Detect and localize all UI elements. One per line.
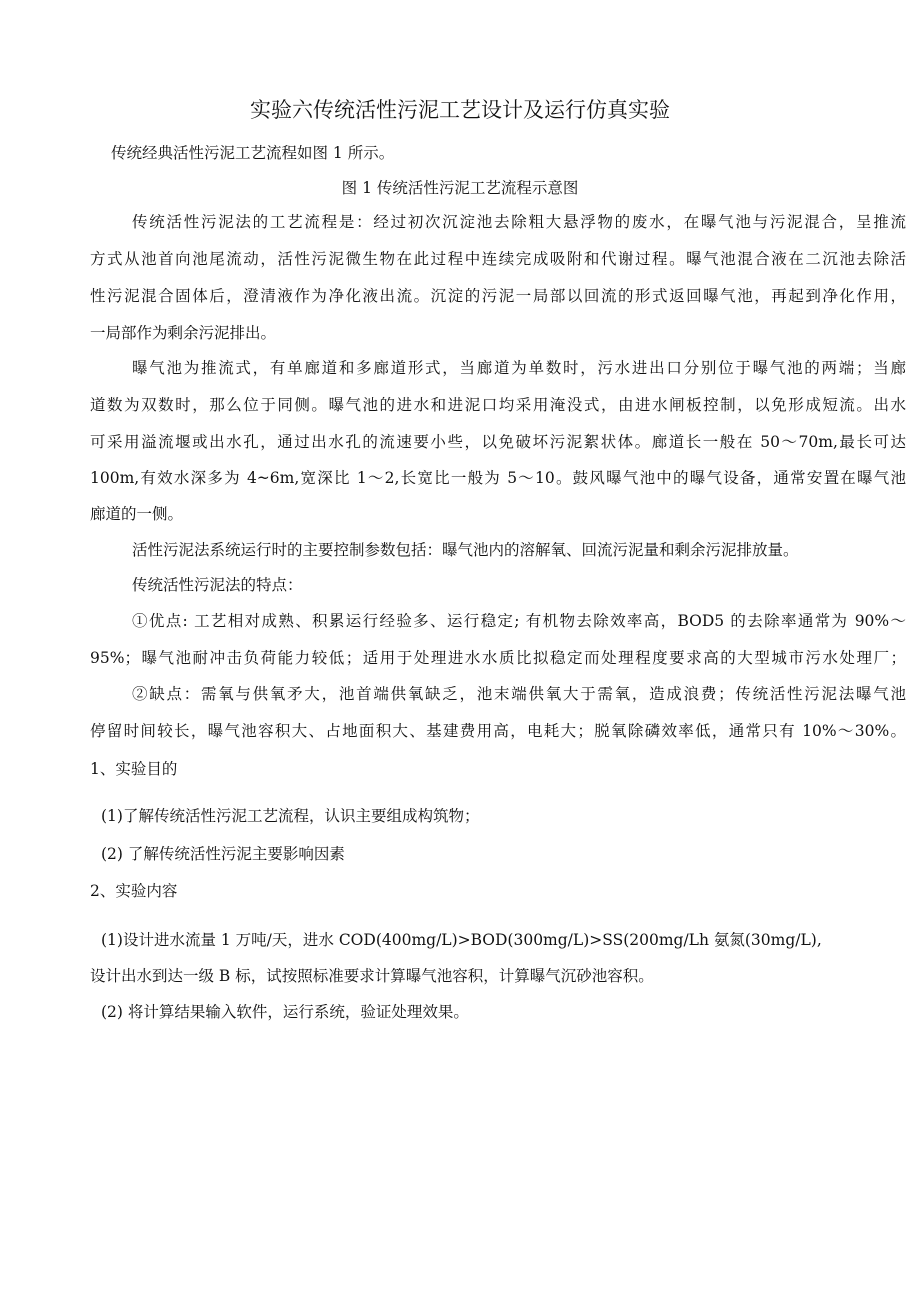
disadvantages-line-2: 停留时间较长，曝气池容积大、占地面积大、基建费用高，电耗大；脱氧除磷效率低，通常只有 10%～30%。 [90,722,906,740]
paragraph-2-line-1: 曝气池为推流式，有单廊道和多廊道形式，当廊道为单数时，污水进出口分别位于曝气池的两端；当廊 [132,359,906,377]
section-2-item-1-continued: 设计出水到达一级 B 标，试按照标准要求计算曝气池容积，计算曝气沉砂池容积。 [90,967,654,985]
paragraph-2-line-4: 100m,有效水深多为 4~6m,宽深比 1～2,长宽比一般为 5～10。鼓风曝气池中的曝气设备，通常安置在曝气池 [90,469,906,487]
advantages-line-1: ①优点: 工艺相对成熟、积累运行经验多、运行稳定; 有机物去除效率高，BOD5 的去除率通常为 90%～ [132,612,906,630]
section-2-item-2: (2) 将计算结果输入软件，运行系统，验证处理效果。 [101,1003,469,1021]
section-1-heading: 1、实验目的 [90,760,178,778]
paragraph-2-line-5: 廊道的一侧。 [90,505,184,523]
features-heading: 传统活性污泥法的特点： [132,576,303,594]
advantages-line-2: 95%；曝气池耐冲击负荷能力较低；适用于处理进水水质比拟稳定而处理程度要求高的大型城市污水处理厂； [90,649,906,667]
paragraph-3: 活性污泥法系统运行时的主要控制参数包括：曝气池内的溶解氧、回流污泥量和剩余污泥排放量。 [132,541,799,559]
section-2-heading: 2、实验内容 [90,882,178,900]
paragraph-1-line-1: 传统活性污泥法的工艺流程是：经过初次沉淀池去除粗大悬浮物的废水，在曝气池与污泥混合，呈推流 [132,213,906,231]
paragraph-1-line-4: 一局部作为剩余污泥排出。 [90,324,277,342]
section-1-item-1: (1)了解传统活性污泥工艺流程，认识主要组成构筑物； [101,807,480,825]
paragraph-2-line-2: 道数为双数时，那么位于同侧。曝气池的进水和进泥口均采用淹没式，由进水闸板控制，以免形成短流。出水 [90,396,906,414]
figure-caption: 图 1 传统活性污泥工艺流程示意图 [341,179,579,197]
section-1-item-2: (2) 了解传统活性污泥主要影响因素 [101,845,345,863]
intro-text: 传统经典活性污泥工艺流程如图 1 所示。 [111,144,395,162]
document-title: 实验六传统活性污泥工艺设计及运行仿真实验 [250,98,670,122]
disadvantages-line-1: ②缺点：需氧与供氧矛大，池首端供氧缺乏，池末端供氧大于需氧，造成浪费；传统活性污泥法曝气池 [132,685,906,703]
paragraph-2-line-3: 可采用溢流堰或出水孔，通过出水孔的流速要小些，以免破坏污泥絮状体。廊道长一般在 50～70m,最长可达 [90,433,906,451]
paragraph-1-line-2: 方式从池首向池尾流动，活性污泥微生物在此过程中连续完成吸附和代谢过程。曝气池混合液在二沉池去除活 [90,250,906,268]
paragraph-1-line-3: 性污泥混合固体后，澄清液作为净化液出流。沉淀的污泥一局部以回流的形式返回曝气池，再起到净化作用， [90,287,906,305]
section-2-item-1: (1)设计进水流量 1 万吨/天，进水 COD(400mg/L)>BOD(300mg/L)>SS(200mg/Lh 氨氮(30mg/L), [101,931,822,949]
